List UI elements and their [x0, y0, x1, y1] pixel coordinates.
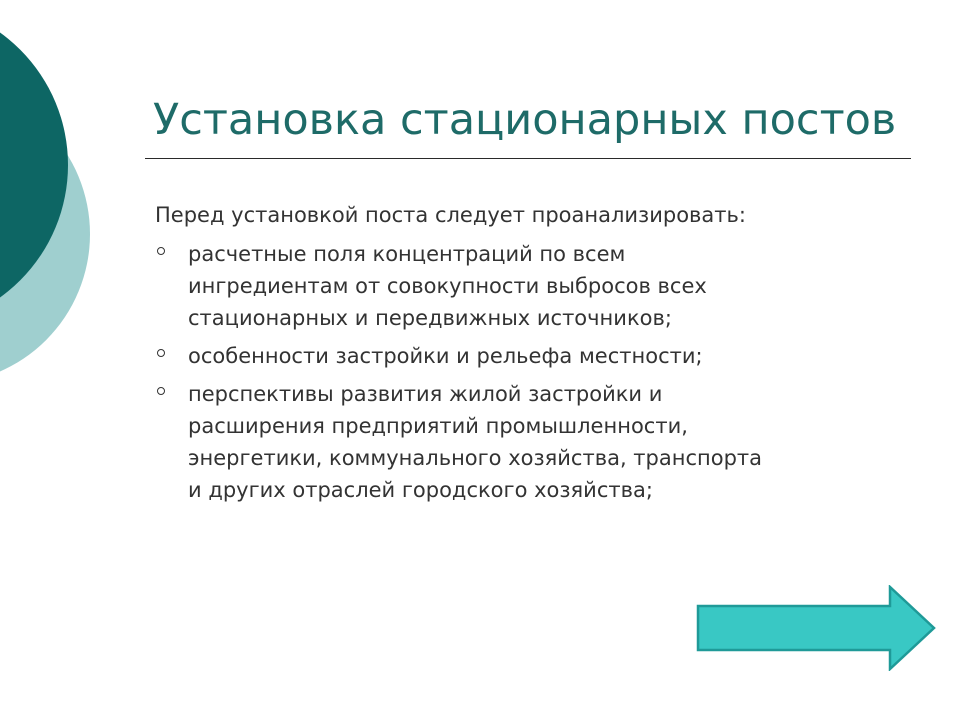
next-slide-arrow-shape[interactable] [698, 587, 934, 669]
circle-bullet-icon [157, 387, 165, 395]
bullet-text: расчетные поля концентраций по всем ингредиентам от совокупности выбросов всех стационарных и передвижных источников; [188, 242, 707, 330]
bullet-text: особенности застройки и рельефа местности; [188, 344, 703, 368]
bullet-list [155, 238, 915, 512]
title-divider [145, 158, 911, 159]
list-item [155, 378, 915, 506]
circle-bullet-icon [157, 349, 165, 357]
list-item [155, 238, 915, 334]
slide-title: Установка стационарных постов [153, 95, 897, 145]
decorative-circles [0, 0, 120, 400]
right-arrow-icon[interactable] [695, 585, 937, 671]
bullet-text: перспективы развития жилой застройки и расширения предприятий промышленности, энергетики, коммунального хозяйства, транспорта и других отраслей городского хозяйства; [188, 382, 763, 502]
list-item [155, 340, 915, 372]
circle-bullet-icon [157, 247, 165, 255]
intro-text: Перед установкой поста следует проанализировать: [155, 203, 746, 227]
